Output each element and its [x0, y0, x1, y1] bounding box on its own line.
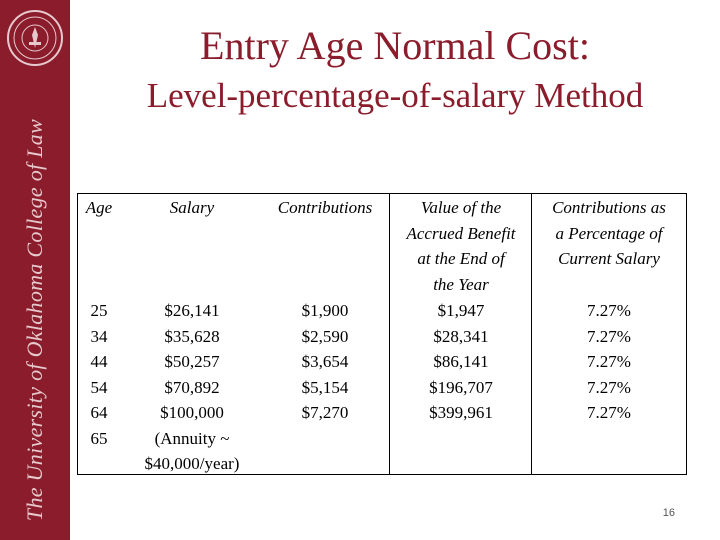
salary-cell: $70,892: [164, 377, 220, 397]
page-number: 16: [662, 507, 675, 519]
salary-cell: $35,628: [164, 326, 220, 346]
percentage-cell: 7.27%: [587, 326, 631, 346]
value-cell: $1,947: [437, 301, 485, 320]
header-pct-line: a Percentage of: [555, 223, 663, 243]
salary-cell: $100,000: [160, 403, 224, 422]
table-border-divider: [531, 193, 532, 475]
header-value-accrued-benefit: [392, 195, 530, 297]
age-cell: 54: [90, 377, 108, 397]
percentage-cell: 7.27%: [587, 301, 631, 320]
salary-cell: (Annuity ~: [154, 428, 230, 448]
header-value-line: Accrued Benefit: [406, 223, 516, 243]
age-cell: 65: [90, 428, 108, 448]
salary-cell: $40,000/year): [144, 454, 240, 473]
percentage-column: [533, 298, 685, 426]
contribution-cell: $7,270: [301, 403, 349, 422]
contribution-cell: $1,900: [301, 301, 349, 320]
age-cell: 25: [90, 301, 108, 320]
header-salary: Salary: [169, 198, 215, 217]
percentage-cell: 7.27%: [587, 352, 631, 371]
header-contribution-percentage: [533, 195, 685, 272]
age-cell: 64: [90, 403, 108, 422]
slide-title-line2: Level-percentage-of-salary Method: [146, 76, 644, 115]
value-cell: $28,341: [433, 326, 489, 346]
header-age: Age: [85, 198, 113, 217]
value-cell: $399,961: [429, 403, 493, 422]
percentage-cell: 7.27%: [587, 377, 631, 397]
table-border-mid: [389, 193, 390, 475]
header-value-line: the Year: [433, 274, 489, 294]
table-border-right: [686, 193, 687, 475]
value-cell: $86,141: [433, 352, 489, 371]
header-pct-line: Current Salary: [558, 249, 660, 268]
header-value-line: at the End of: [417, 249, 505, 268]
value-column: [392, 298, 530, 426]
age-cell: 34: [90, 326, 108, 346]
age-column: [78, 298, 120, 451]
sidebar: [0, 0, 70, 540]
header-pct-line: Contributions as: [552, 198, 666, 217]
salary-column: [128, 298, 256, 477]
age-cell: 44: [90, 352, 108, 371]
table-border-top: [77, 193, 687, 194]
header-contributions: Contributions: [277, 198, 373, 217]
value-cell: $196,707: [429, 377, 493, 397]
header-value-line: Value of the: [420, 198, 502, 217]
contribution-cell: $2,590: [301, 326, 349, 346]
contribution-cell: $5,154: [301, 377, 349, 397]
salary-cell: $50,257: [164, 352, 220, 371]
slide-title-line1: Entry Age Normal Cost:: [200, 23, 590, 68]
contributions-column: [262, 298, 388, 426]
contribution-cell: $3,654: [301, 352, 349, 371]
university-seal-icon: [5, 8, 65, 68]
percentage-cell: 7.27%: [587, 403, 631, 422]
salary-cell: $26,141: [164, 301, 220, 320]
sidebar-institution-name: The University of Oklahoma College of Law: [22, 118, 47, 522]
